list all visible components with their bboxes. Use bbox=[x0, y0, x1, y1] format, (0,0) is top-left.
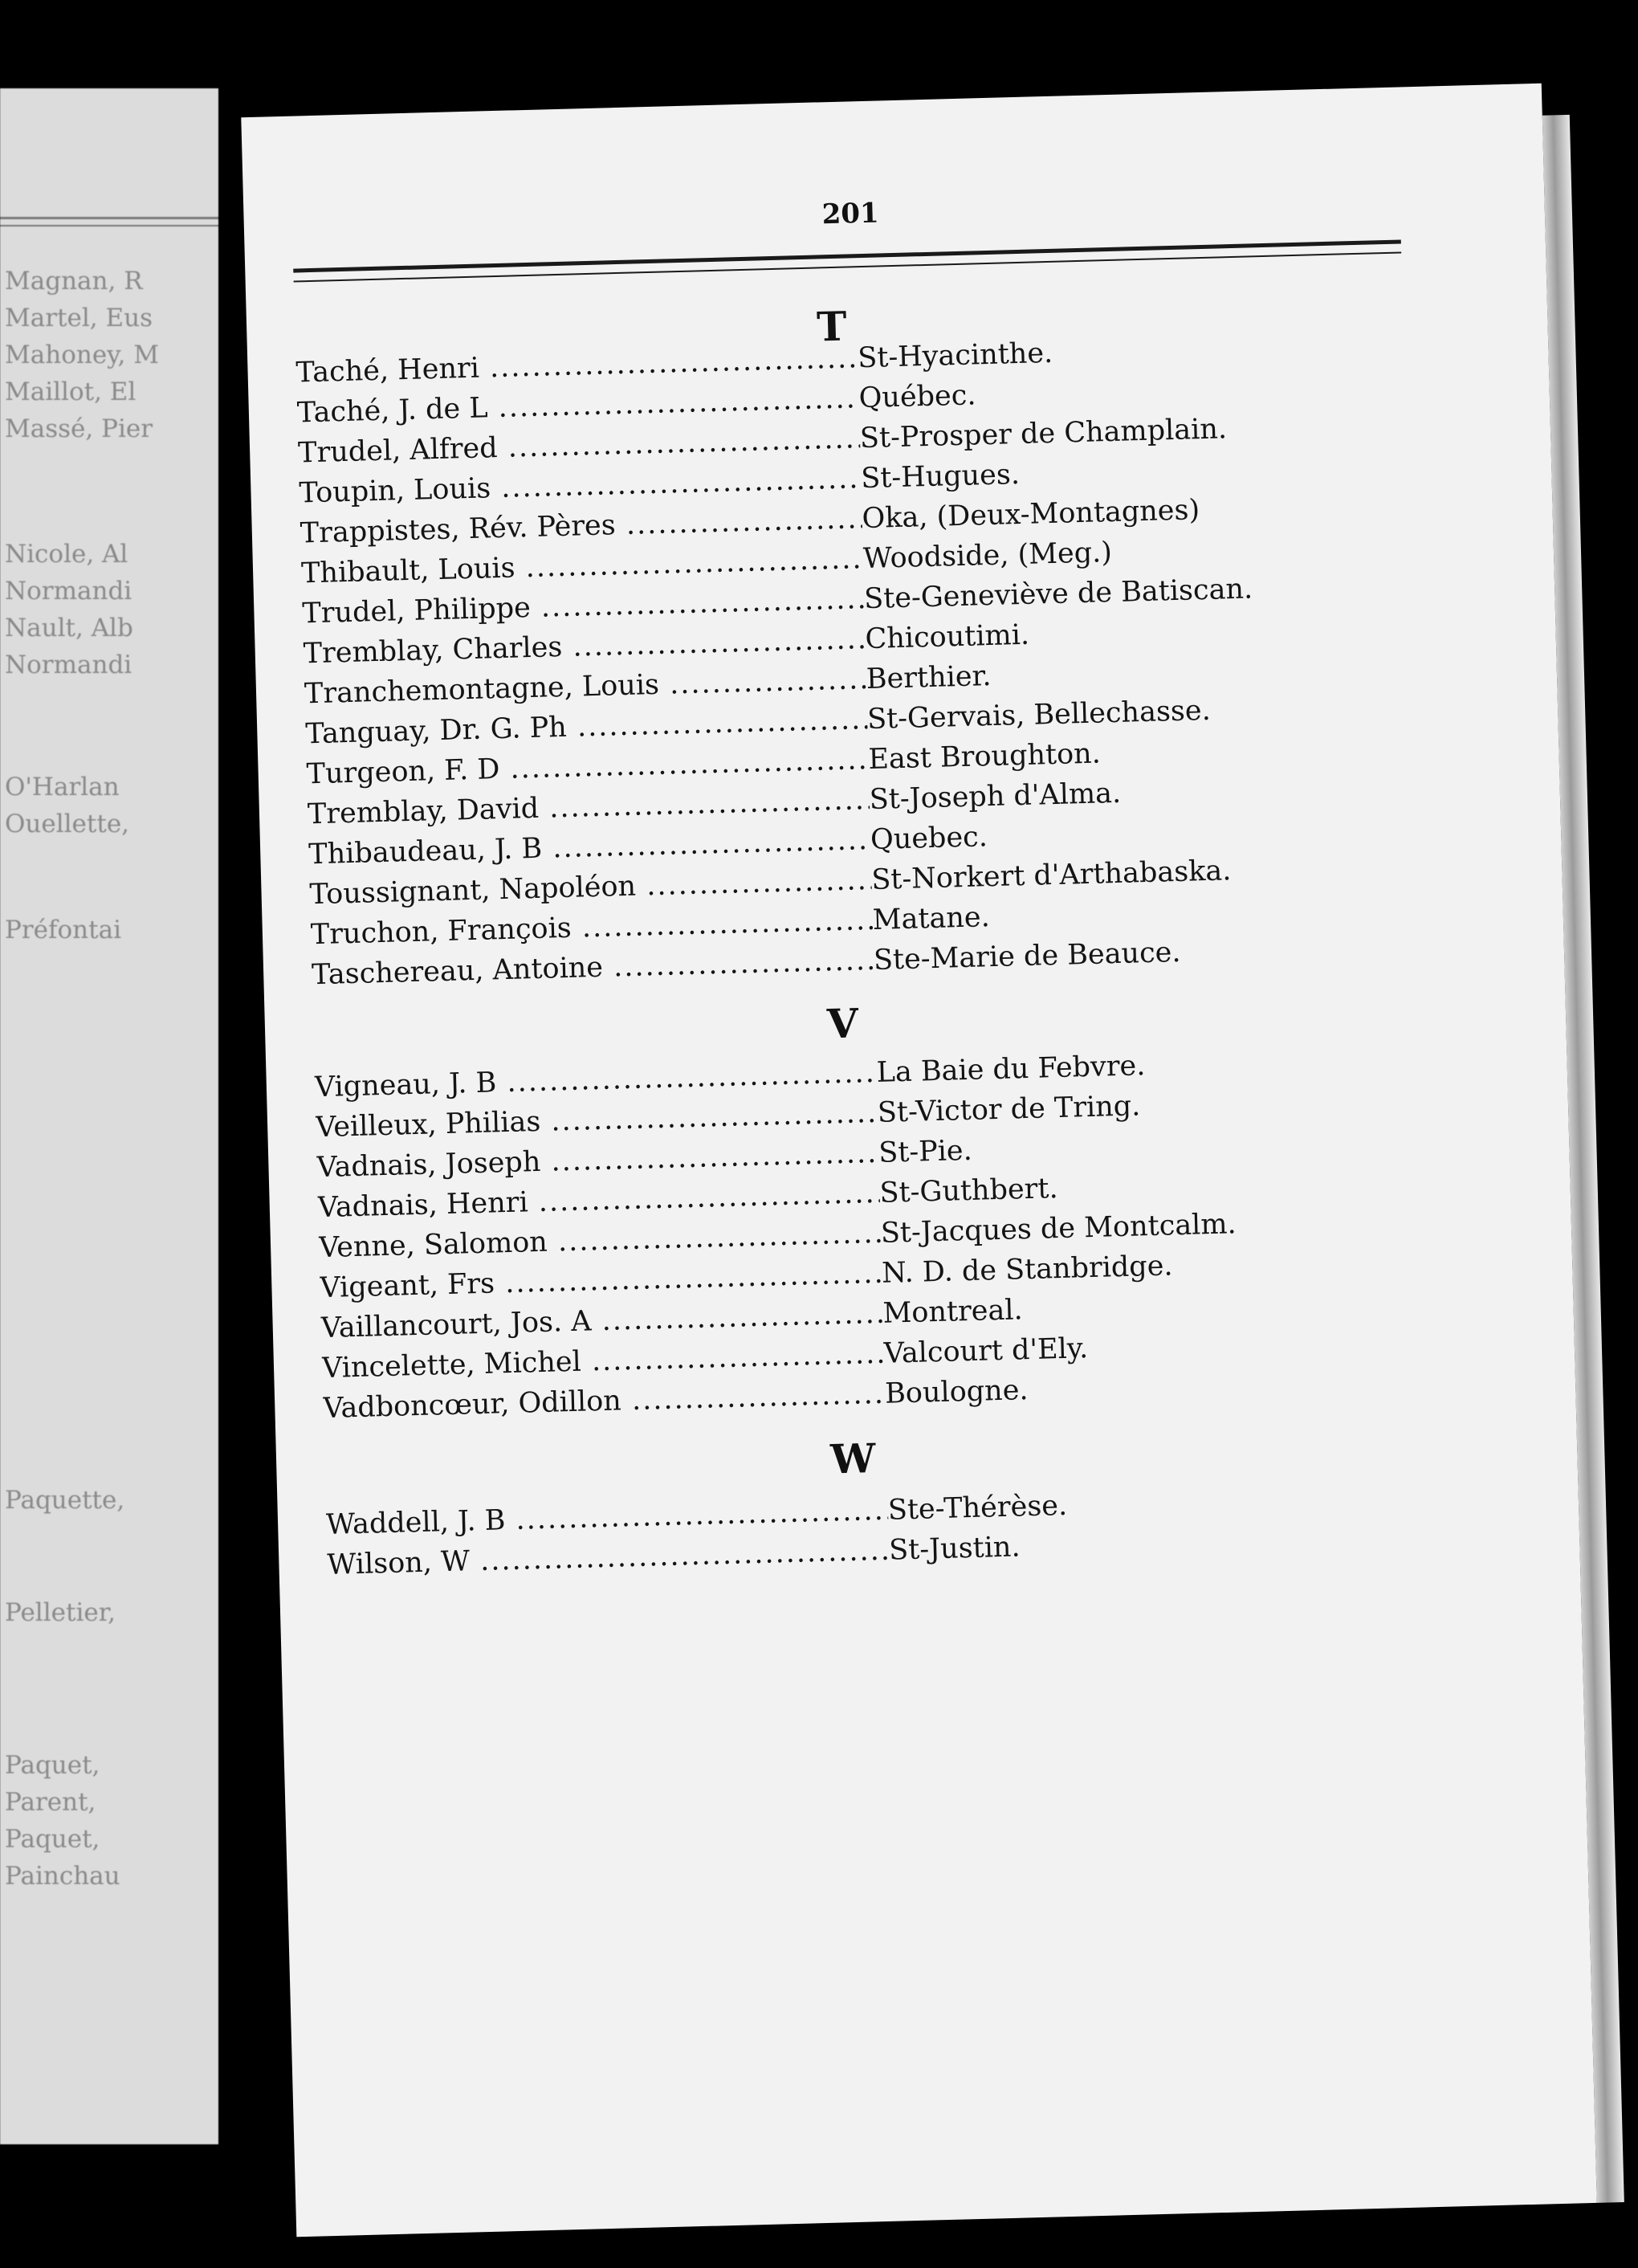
previous-page-fragment bbox=[0, 88, 218, 2144]
entry-name: Taché, Henri ..... bbox=[295, 342, 858, 389]
entry-name: Thibaudeau, J. B ..... bbox=[308, 824, 871, 871]
entry-place: East Broughton. bbox=[867, 737, 1102, 777]
entry-name: Vadnais, Joseph ..... bbox=[316, 1137, 879, 1184]
entry-place: Montreal. bbox=[882, 1294, 1024, 1330]
entry-place: St-Pie. bbox=[878, 1134, 973, 1169]
entry-place: Quebec. bbox=[870, 821, 988, 856]
entry-place: La Baie du Febvre. bbox=[876, 1050, 1146, 1089]
document-page bbox=[241, 84, 1597, 2237]
entry-name: Vincelette, Michel ..... bbox=[322, 1338, 885, 1385]
section-heading-t: T bbox=[816, 302, 848, 351]
previous-page-line: Ouellette, bbox=[5, 810, 130, 838]
previous-page-line: Pelletier, bbox=[5, 1598, 116, 1627]
previous-page-line: Mahoney, M bbox=[5, 341, 160, 369]
entry-place: Berthier. bbox=[866, 659, 992, 696]
entry-name: Vadboncœur, Odillon ..... bbox=[323, 1378, 886, 1425]
previous-page-line: Préfontai bbox=[5, 916, 121, 944]
previous-page-line: Magnan, R bbox=[5, 267, 143, 296]
entry-name: Taschereau, Antoine ..... bbox=[312, 944, 874, 991]
previous-page-line: Normandi bbox=[5, 651, 132, 679]
entry-place: Québec. bbox=[858, 379, 976, 415]
page-edge bbox=[1542, 115, 1624, 2203]
entry-name: Vigeant, Frs ..... bbox=[320, 1258, 882, 1304]
entry-place: Ste-Marie de Beauce. bbox=[873, 936, 1181, 977]
entry-place: St-Prosper de Champlain. bbox=[859, 413, 1228, 455]
entry-place: Chicoutimi. bbox=[865, 618, 1030, 656]
entry-place: St-Gervais, Bellechasse. bbox=[866, 694, 1212, 736]
previous-page-line: Painchau bbox=[5, 1862, 120, 1891]
previous-page-line: Martel, Eus bbox=[5, 304, 153, 332]
previous-page-line: Maillot, El bbox=[5, 377, 136, 406]
entry-name: Toussignant, Napoléon ..... bbox=[309, 864, 872, 911]
previous-page-line: Paquet, bbox=[5, 1751, 100, 1780]
entry-name: Toupin, Louis ..... bbox=[299, 463, 862, 509]
entry-place: St-Hugues. bbox=[860, 458, 1021, 496]
previous-page-rule bbox=[0, 217, 218, 226]
previous-page-line: Parent, bbox=[5, 1788, 96, 1817]
entry-place: St-Hyacinthe. bbox=[857, 337, 1053, 375]
previous-page-line: Normandi bbox=[5, 577, 132, 606]
entry-name: Venne, Salomon ..... bbox=[319, 1218, 882, 1264]
previous-page-line: O'Harlan bbox=[5, 773, 120, 802]
entry-name: Tranchemontagne, Louis ..... bbox=[304, 663, 867, 710]
entry-place: St-Jacques de Montcalm. bbox=[880, 1208, 1237, 1250]
entry-place: St-Justin. bbox=[888, 1531, 1021, 1567]
previous-page-line: Paquet, bbox=[5, 1825, 100, 1854]
entry-name: Trudel, Philippe ..... bbox=[302, 583, 865, 630]
entry-place: N. D. de Stanbridge. bbox=[881, 1250, 1174, 1290]
entry-name: Vadnais, Henri ..... bbox=[317, 1177, 880, 1224]
entry-name: Turgeon, F. D ..... bbox=[306, 744, 869, 790]
entry-name: Vaillancourt, Jos. A ..... bbox=[320, 1298, 883, 1344]
entry-place: Ste-Geneviève de Batiscan. bbox=[863, 573, 1253, 616]
entry-place: Woodside, (Meg.) bbox=[862, 536, 1113, 576]
section-heading-w: W bbox=[829, 1434, 877, 1483]
entry-place: Ste-Thérèse. bbox=[887, 1489, 1068, 1527]
previous-page-line: Nicole, Al bbox=[5, 540, 128, 569]
entry-name: Tanguay, Dr. G. Ph ..... bbox=[305, 704, 868, 750]
entry-place: St-Joseph d'Alma. bbox=[869, 777, 1122, 817]
entry-name: Tremblay, David ..... bbox=[308, 784, 870, 830]
entry-place: St-Guthbert. bbox=[879, 1173, 1059, 1209]
header-rule bbox=[293, 239, 1401, 282]
entry-name: Vigneau, J. B ..... bbox=[314, 1057, 877, 1103]
entry-place: Oka, (Deux-Montagnes) bbox=[862, 494, 1200, 536]
entry-name: Truchon, François ..... bbox=[310, 904, 873, 951]
previous-page-line: Paquette, bbox=[5, 1486, 125, 1515]
previous-page-line: Massé, Pier bbox=[5, 414, 153, 443]
section-heading-v: V bbox=[826, 999, 859, 1048]
page-number: 201 bbox=[821, 197, 880, 231]
entry-name: Trudel, Alfred ..... bbox=[298, 422, 861, 469]
entry-name: Trappistes, Rév. Pères ..... bbox=[299, 503, 862, 549]
entry-name: Tremblay, Charles ..... bbox=[303, 623, 866, 670]
entry-name: Thibault, Louis ..... bbox=[301, 543, 864, 589]
entry-place: Matane. bbox=[872, 901, 991, 936]
entry-place: St-Norkert d'Arthabaska. bbox=[870, 855, 1232, 896]
previous-page-line: Nault, Alb bbox=[5, 614, 133, 642]
entry-name: Taché, J. de L ..... bbox=[296, 382, 859, 429]
entry-place: Boulogne. bbox=[884, 1374, 1029, 1410]
entry-name: Waddell, J. B ..... bbox=[326, 1495, 889, 1541]
entry-place: St-Victor de Tring. bbox=[877, 1090, 1141, 1129]
entry-name: Wilson, W ..... bbox=[327, 1535, 890, 1581]
entry-place: Valcourt d'Ely. bbox=[883, 1332, 1089, 1370]
entry-name: Veilleux, Philias ..... bbox=[316, 1097, 878, 1144]
